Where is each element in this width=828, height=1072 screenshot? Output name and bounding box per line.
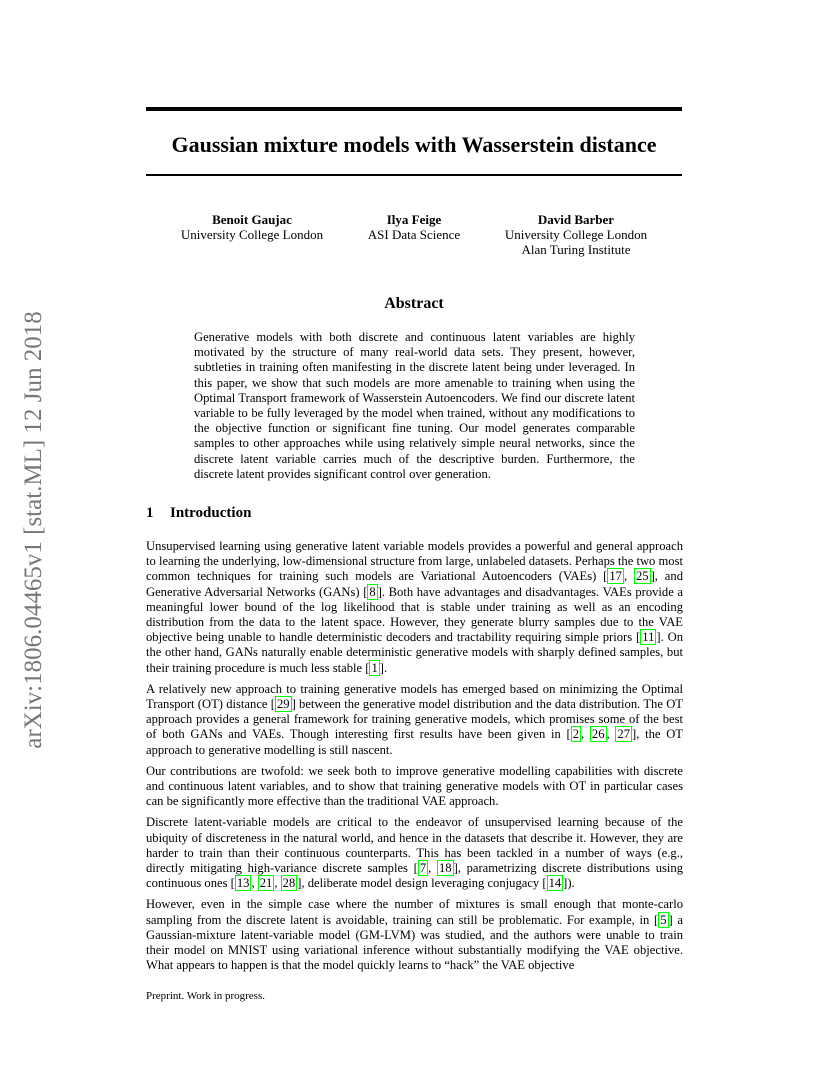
author-3 [486,212,666,257]
citation-link[interactable]: 14 [548,876,562,891]
text-run: , [623,569,634,584]
citation-link[interactable]: 11 [642,630,655,645]
citation-link[interactable]: 28 [282,876,296,891]
text-run: ]. Both have advantages and disadvantages. VAEs provide a meaningful lower bound of the log likelihood that is stable under training as well as an encoding distribution from the data to the latent space. However, they generate blurry samples due to the VAE objective being unable to handle deterministic decoders and tractability requiring simple priors [ [146,584,683,645]
title-rule-top [146,107,682,111]
text-run: , [274,876,281,891]
abstract-heading: Abstract [384,295,444,312]
section-title: Introduction [170,505,252,521]
paragraph-3: Our contributions are twofold: we seek both to improve generative modelling capabilities with discrete and continuous latent variables, and to show that training generative models with OT in particular cases can be significantly more effective than the traditional VAE approach. [146,763,683,809]
abstract-text: Generative models with both discrete and continuous latent variables are highly motivated by the structure of many real-world data sets. They present, however, subtleties in training often manifesting in the discrete latent being under leveraged. In this paper, we show that such models are more amenable to training when using the Optimal Transport framework of Wasserstein Autoencoders. We find our discrete latent variable to be fully leveraged by the model when trained, without any modifications to the objective function or significant fine tuning. Our model generates comparable samples to other approaches while using relatively simple neural networks, since the discrete latent variable carries much of the descriptive burden. Furthermore, the discrete latent provides significant control over generation. [194,330,635,481]
text-run: ], parametrizing discrete distributions using continuous ones [ [146,861,684,891]
text-run: However, even in the simple case where the number of mixtures is small enough that monte-carlo sampling from the discrete latent is avoidable, training can still be problematic. For example, in [ [146,897,683,927]
text-run: ]. [379,660,388,675]
text-run: ] between the generative model distribution and the data distribution. The OT approach provides a general framework for training generative models, which promises some of the best of both GANs and VAEs. Though interesting first results have been given in [ [146,697,683,742]
text-run: A relatively new approach to training generative models has emerged based on minimizing the Optimal Transport (OT) distance [ [146,681,683,712]
citation-link[interactable]: 26 [591,727,605,742]
author-affiliation-secondary: Alan Turing Institute [521,242,631,257]
author-1 [162,212,342,242]
arxiv-stamp[interactable]: arXiv:1806.04465v1 [stat.ML] 12 Jun 2018 [20,311,47,749]
citation-link[interactable]: 25 [636,569,649,584]
body-text [146,539,683,979]
text-run: ], and Generative Adversarial Networks (GANs) [ [146,569,683,599]
citation-link[interactable]: 13 [236,876,250,891]
text-run: Unsupervised learning using generative latent variable models provides a powerful and general approach to learning the underlying, low-dimensional structure from large, unlabeled datasets. Perhaps the two most common techniques for training such models are Variational Autoencoders (VAEs) [ [146,539,683,584]
paper-title: Gaussian mixture models with Wasserstein distance [171,132,657,157]
section-heading [146,505,251,522]
paragraph-1 [146,539,683,676]
section-number: 1 [146,505,154,521]
text-run: , [581,727,590,742]
text-run: , [428,861,437,876]
author-name: Ilya Feige [386,212,442,227]
text-run: ]. On the other hand, GANs naturally enable deterministic generative models with sharply defined samples, but their training procedure is much less stable [ [146,630,683,675]
citation-link[interactable]: 27 [617,727,630,742]
text-run: ]). [563,876,575,891]
text-run: ] a Gaussian-mixture latent-variable model (GM-LVM) was studied, and the authors were unable to train their model on MNIST using variational inference without substantially modifying the VAE objective. What appears to happen is that the model quickly learns to “hack” the VAE objective [146,912,684,973]
footer-note: Preprint. Work in progress. [146,990,265,1002]
author-affiliation: ASI Data Science [367,227,461,242]
paragraph-2 [146,682,683,758]
author-affiliation: University College London [504,227,648,242]
citation-link[interactable]: 21 [259,876,273,891]
author-2 [344,212,484,242]
text-run: , [606,727,616,742]
citation-link[interactable]: 8 [369,584,376,599]
citation-link[interactable]: 1 [371,660,378,675]
author-name: David Barber [537,212,615,227]
text-run: ], deliberate model design leveraging conjugacy [ [297,876,547,891]
citation-link[interactable]: 5 [660,912,667,927]
text-run: ], the OT approach to generative modelling is still nascent. [146,727,683,757]
author-affiliation: University College London [180,227,324,242]
paragraph-5 [146,897,683,973]
citation-link[interactable]: 29 [276,697,290,712]
author-name: Benoit Gaujac [212,212,292,227]
text-run: , [251,876,258,891]
citation-link[interactable]: 2 [572,727,580,742]
paragraph-4 [146,815,683,891]
citation-link[interactable]: 18 [438,861,452,876]
citation-link[interactable]: 7 [419,861,427,876]
title-rule-bottom [146,174,682,176]
text-run: Discrete latent-variable models are critical to the endeavor of unsupervised learning because of the ubiquity of discreteness in the natural world, and hence in the datasets that describe it. However, they are harder to train than their continuous counterparts. This has been tackled in a number of ways (e.g., directly mitigating high-variance discrete samples [ [146,815,683,876]
citation-link[interactable]: 17 [609,569,622,584]
